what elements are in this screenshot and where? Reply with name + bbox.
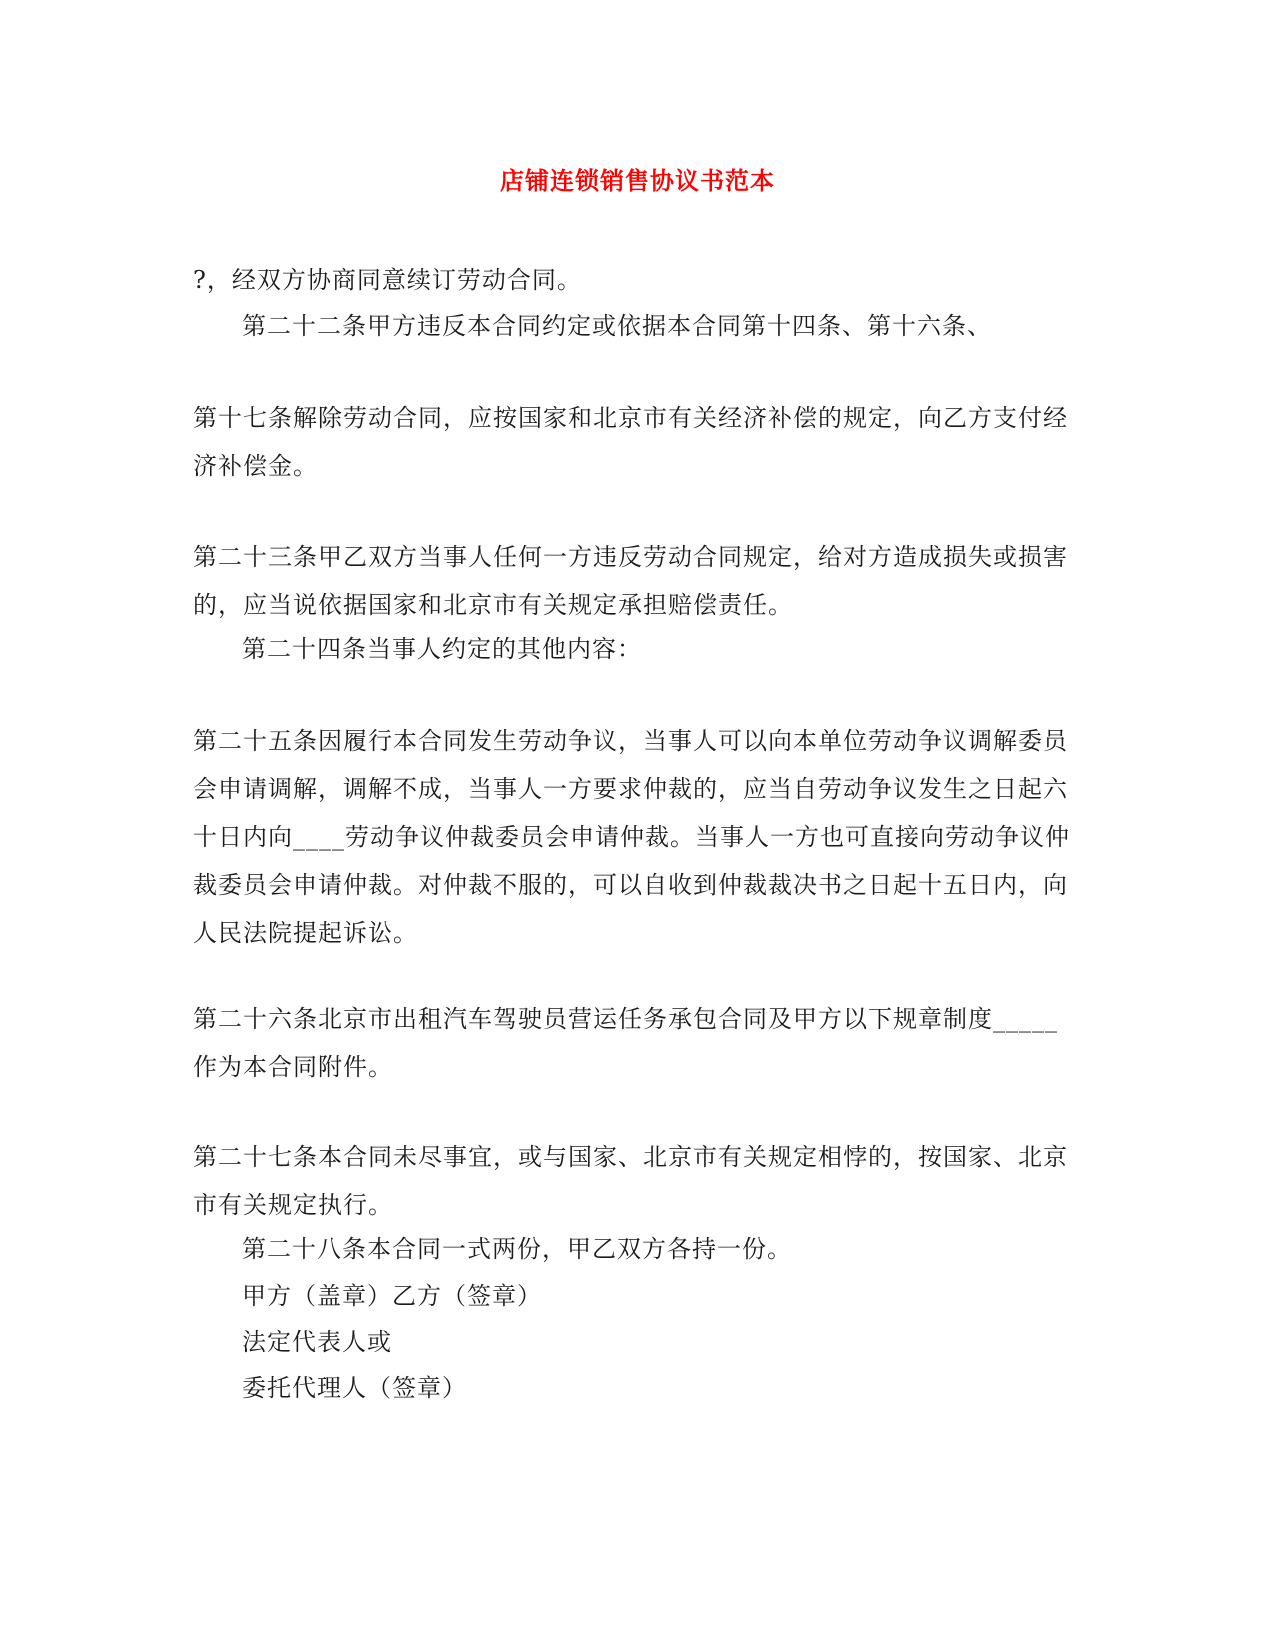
- text-line: 的，应当说依据国家和北京市有关规定承担赔偿责任。: [193, 591, 793, 619]
- text-line: 人民法院提起诉讼。: [193, 919, 418, 947]
- text-line: 济补偿金。: [193, 452, 318, 480]
- text-line: 第二十二条甲方违反本合同约定或依据本合同第十四条、第十六条、: [242, 312, 992, 340]
- signature-parties: [242, 1272, 1132, 1320]
- text-line: 第十七条解除劳动合同，应按国家和北京市有关经济补偿的规定，向乙方支付经: [193, 404, 1068, 432]
- paragraph-article-17: [193, 394, 1083, 490]
- signature-agent: [242, 1364, 1132, 1412]
- text-line: 法定代表人或: [242, 1328, 392, 1356]
- document-title: 店铺连锁销售协议书范本: [500, 167, 775, 195]
- text-line: 第二十六条北京市出租汽车驾驶员营运任务承包合同及甲方以下规章制度_____: [193, 1005, 1058, 1033]
- paragraph-article-28: [242, 1225, 1132, 1273]
- text-line: 甲方（盖章）乙方（签章）: [242, 1282, 542, 1310]
- paragraph-article-23: [193, 533, 1083, 629]
- text-line: 第二十七条本合同未尽事宜，或与国家、北京市有关规定相悖的，按国家、北京: [193, 1143, 1068, 1171]
- paragraph-1: [193, 256, 1083, 304]
- text-line: 作为本合同附件。: [193, 1053, 393, 1081]
- text-line: 裁委员会申请仲裁。对仲裁不服的，可以自收到仲裁裁决书之日起十五日内，向: [193, 871, 1068, 899]
- text-line: 市有关规定执行。: [193, 1191, 393, 1219]
- paragraph-article-25: [193, 717, 1083, 957]
- paragraph-article-22: [242, 302, 1132, 350]
- paragraph-article-24: [242, 625, 1132, 673]
- text-line: 委托代理人（签章）: [242, 1374, 467, 1402]
- text-line: 十日内向____劳动争议仲裁委员会申请仲裁。当事人一方也可直接向劳动争议仲: [193, 823, 1070, 851]
- text-line: 会申请调解，调解不成，当事人一方要求仲裁的，应当自劳动争议发生之日起六: [193, 775, 1068, 803]
- text-line: ?，经双方协商同意续订劳动合同。: [193, 266, 582, 294]
- text-line: 第二十五条因履行本合同发生劳动争议，当事人可以向本单位劳动争议调解委员: [193, 727, 1068, 755]
- paragraph-article-26: [193, 995, 1083, 1091]
- text-line: 第二十八条本合同一式两份，甲乙双方各持一份。: [242, 1235, 792, 1263]
- text-line: 第二十三条甲乙双方当事人任何一方违反劳动合同规定，给对方造成损失或损害: [193, 543, 1068, 571]
- text-line: 第二十四条当事人约定的其他内容：: [242, 635, 642, 663]
- paragraph-article-27: [193, 1133, 1083, 1229]
- signature-legal-representative: [242, 1318, 1132, 1366]
